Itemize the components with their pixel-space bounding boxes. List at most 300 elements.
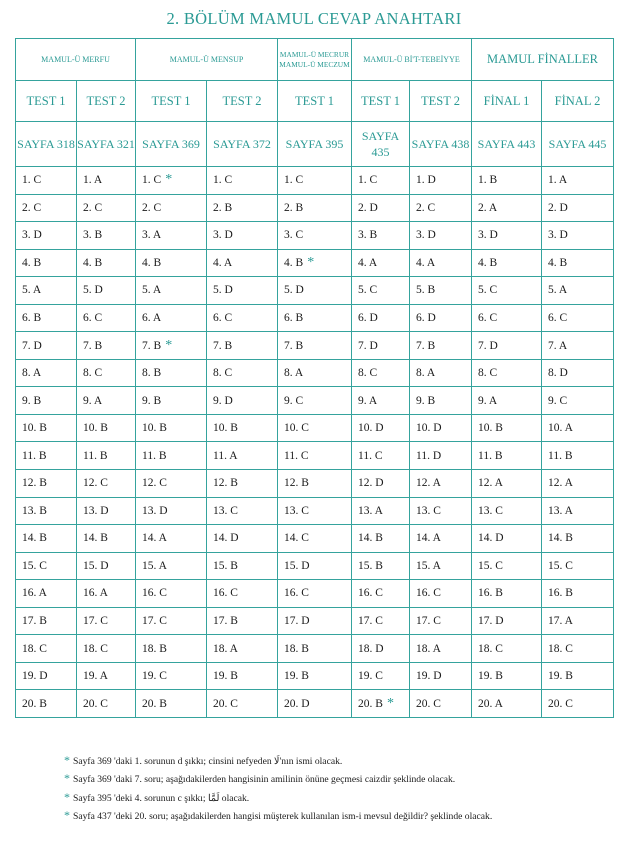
answer-cell <box>136 607 207 635</box>
page-header-cell: SAYFA 443 <box>472 122 542 167</box>
answer-text: 16. A <box>83 587 108 600</box>
answer-text: 1. B <box>478 174 498 187</box>
answer-cell <box>77 277 136 305</box>
footnote-text: Sayfa 395 'deki 4. sorunun c şıkkı; لَمَّا olacak. <box>73 792 250 804</box>
answer-text: 13. C <box>478 504 503 517</box>
answer-row <box>16 304 614 332</box>
answer-text: 5. A <box>142 284 162 297</box>
answer-text: 18. A <box>213 642 238 655</box>
answer-text: 1. C <box>213 174 233 187</box>
answer-cell <box>472 387 542 415</box>
answer-cell <box>542 470 614 498</box>
answer-text: 8. C <box>213 367 233 380</box>
answer-text: 5. D <box>83 284 103 297</box>
page-header-cell: SAYFA 318 <box>16 122 77 167</box>
answer-text: 16. B <box>548 587 573 600</box>
page-header-cell: SAYFA 369 <box>136 122 207 167</box>
answer-cell <box>278 635 352 663</box>
group-header-mensup: MAMUL-Ü MENSUP <box>136 39 278 81</box>
answer-text: 20. C <box>213 697 238 710</box>
answer-cell <box>472 332 542 360</box>
answer-cell <box>77 442 136 470</box>
answer-row <box>16 635 614 663</box>
footnote-text: Sayfa 369 'daki 1. sorunun d şıkkı; cinsini nefyeden لَا'nın ismi olacak. <box>73 756 343 767</box>
answer-cell <box>472 442 542 470</box>
answer-text: 2. D <box>358 201 378 214</box>
answer-text: 19. B <box>284 670 309 683</box>
answer-cell <box>207 690 278 718</box>
answer-text: 7. B <box>284 339 304 352</box>
answer-cell <box>352 497 410 525</box>
answer-cell <box>136 167 207 195</box>
answer-cell <box>16 222 77 250</box>
answer-cell <box>542 662 614 690</box>
footnote-star-icon: * <box>64 789 70 804</box>
answer-text: 6. C <box>548 312 568 324</box>
answer-text: 1. D <box>416 174 436 187</box>
answer-cell <box>410 635 472 663</box>
answer-text: 16. C <box>358 587 383 600</box>
answer-text: 6. C <box>478 312 498 324</box>
answer-cell <box>278 332 352 360</box>
answer-text: 6. D <box>416 312 436 324</box>
answer-cell <box>207 194 278 222</box>
answer-text: 9. D <box>213 394 233 407</box>
answer-cell <box>410 580 472 608</box>
answer-key-table <box>15 38 614 718</box>
answer-cell <box>542 607 614 635</box>
answer-cell <box>542 249 614 277</box>
answer-text: 18. C <box>548 642 573 655</box>
footnote-star-icon: * <box>64 771 70 786</box>
group-header-row <box>16 39 614 81</box>
answer-row <box>16 222 614 250</box>
answer-cell <box>410 497 472 525</box>
answer-text: 19. C <box>142 670 167 683</box>
answer-cell <box>352 580 410 608</box>
answer-text: 5. B <box>416 284 436 297</box>
answer-cell <box>77 552 136 580</box>
answer-row <box>16 359 614 387</box>
answer-cell <box>207 332 278 360</box>
answer-text: 11. C <box>284 449 309 462</box>
answer-text: 16. C <box>213 587 238 600</box>
answer-text: 12. A <box>548 477 573 490</box>
answer-cell <box>136 552 207 580</box>
answer-cell <box>542 497 614 525</box>
answer-cell <box>207 607 278 635</box>
answer-text: 20. D <box>284 697 310 710</box>
answer-text: 2. C <box>22 201 42 214</box>
answer-text: 10. C <box>284 422 309 435</box>
answer-text: 14. A <box>142 532 167 545</box>
answer-cell <box>472 690 542 718</box>
answer-text: 10. B <box>142 422 167 435</box>
answer-text: 16. B <box>478 587 503 600</box>
test-header-cell: TEST 1 <box>352 81 410 122</box>
answer-text: 2. A <box>478 201 498 214</box>
page-header-cell: SAYFA 321 <box>77 122 136 167</box>
answer-text: 7. D <box>478 339 498 352</box>
answer-text: 16. C <box>284 587 309 600</box>
answer-text: 15. A <box>416 559 441 572</box>
answer-cell <box>352 277 410 305</box>
answer-cell <box>207 552 278 580</box>
answer-cell <box>16 470 77 498</box>
answer-cell <box>410 607 472 635</box>
answer-row <box>16 249 614 277</box>
answer-cell <box>472 607 542 635</box>
answer-text: 15. C <box>478 559 503 572</box>
answer-text: 12. B <box>22 477 47 490</box>
answer-text: 11. B <box>548 449 573 462</box>
footnote-text: Sayfa 437 'deki 20. soru; aşağıdakilerden hangisi müşterek kullanılan ism-i mevsul değildir? şeklinde olacak. <box>73 810 493 822</box>
answer-cell <box>352 222 410 250</box>
answer-text: 2. C <box>83 201 103 214</box>
answer-cell <box>207 497 278 525</box>
answer-cell <box>16 359 77 387</box>
answer-text: 6. B <box>22 312 42 324</box>
answer-cell <box>16 414 77 442</box>
answer-cell <box>136 359 207 387</box>
answer-cell <box>77 580 136 608</box>
answer-cell <box>278 359 352 387</box>
answer-cell <box>207 635 278 663</box>
answer-text: 4. A <box>358 256 378 269</box>
answer-row <box>16 167 614 195</box>
answer-cell <box>77 690 136 718</box>
footnote-star-icon: * <box>64 807 70 822</box>
answer-text: 15. B <box>358 559 383 572</box>
answer-text: 19. A <box>83 670 108 683</box>
answer-cell <box>542 222 614 250</box>
answer-text: 10. D <box>358 422 384 435</box>
answer-text: 18. C <box>478 642 503 655</box>
answer-cell <box>16 304 77 332</box>
answer-text: 9. C <box>284 394 304 407</box>
answer-cell <box>16 249 77 277</box>
answer-cell <box>16 525 77 553</box>
answer-cell <box>77 194 136 222</box>
test-header-cell: TEST 1 <box>16 81 77 122</box>
answer-text: 1. A <box>548 174 568 187</box>
answer-text: 16. A <box>22 587 47 600</box>
page-header-cell: SAYFA 435 <box>352 122 410 167</box>
test-header-cell: TEST 1 <box>136 81 207 122</box>
answer-text: 6. C <box>83 312 103 324</box>
answer-text: 7. B <box>142 339 162 352</box>
answer-text: 3. D <box>548 229 568 242</box>
answer-cell <box>16 277 77 305</box>
answer-cell <box>136 690 207 718</box>
answer-cell <box>136 497 207 525</box>
answer-row <box>16 442 614 470</box>
answer-cell <box>410 359 472 387</box>
answer-cell <box>410 470 472 498</box>
answer-text: 7. B <box>416 339 436 352</box>
answer-cell <box>352 607 410 635</box>
answer-text: 11. C <box>358 449 383 462</box>
test-header-row <box>16 81 614 122</box>
page-header-cell: SAYFA 445 <box>542 122 614 167</box>
answer-cell <box>207 167 278 195</box>
answer-cell <box>352 442 410 470</box>
answer-cell <box>207 662 278 690</box>
answer-text: 9. A <box>358 394 378 407</box>
answer-cell <box>278 552 352 580</box>
answer-text: 10. A <box>548 422 573 435</box>
answer-cell <box>16 332 77 360</box>
answer-cell <box>542 332 614 360</box>
answer-row <box>16 662 614 690</box>
group-header-bittebeiyye: MAMUL-Ü Bİ'T-TEBEİYYE <box>352 39 472 81</box>
answer-text: 11. A <box>213 449 238 462</box>
answer-cell <box>77 607 136 635</box>
answer-text: 11. B <box>83 449 108 462</box>
answer-cell <box>16 497 77 525</box>
answer-text: 4. A <box>213 256 233 269</box>
answer-cell <box>16 607 77 635</box>
answer-cell <box>352 167 410 195</box>
answer-cell <box>542 635 614 663</box>
answer-cell <box>410 167 472 195</box>
answer-cell <box>16 635 77 663</box>
answer-cell <box>136 414 207 442</box>
answer-text: 13. D <box>142 504 168 517</box>
test-header-cell: TEST 2 <box>77 81 136 122</box>
answer-cell <box>136 194 207 222</box>
answer-cell <box>352 332 410 360</box>
answer-cell <box>472 497 542 525</box>
answer-cell <box>16 387 77 415</box>
answer-text: 19. D <box>416 670 442 683</box>
correction-star-icon: * <box>165 337 173 353</box>
answer-cell <box>77 359 136 387</box>
answer-cell <box>136 470 207 498</box>
answer-cell <box>278 414 352 442</box>
answer-cell <box>542 552 614 580</box>
answer-cell <box>410 690 472 718</box>
answer-text: 4. B <box>478 256 498 269</box>
answer-cell <box>16 580 77 608</box>
answer-text: 12. C <box>142 477 167 490</box>
answer-cell <box>542 359 614 387</box>
answer-cell <box>136 442 207 470</box>
answer-cell <box>542 442 614 470</box>
page-header-cell: SAYFA 438 <box>410 122 472 167</box>
answer-cell <box>136 249 207 277</box>
answer-cell <box>136 635 207 663</box>
group-header-mecrur-meczum <box>278 39 352 81</box>
answer-cell <box>136 277 207 305</box>
answer-text: 15. A <box>142 559 167 572</box>
answer-cell <box>472 304 542 332</box>
answer-cell <box>77 332 136 360</box>
answer-text: 12. C <box>83 477 108 490</box>
answer-text: 11. B <box>22 449 47 462</box>
answer-text: 19. B <box>548 670 573 683</box>
footnote <box>64 788 604 806</box>
answer-cell <box>278 387 352 415</box>
answer-text: 20. C <box>548 697 573 710</box>
answer-text: 1. C <box>358 174 378 187</box>
answer-cell <box>207 470 278 498</box>
answer-cell <box>352 690 410 718</box>
answer-row <box>16 690 614 718</box>
answer-cell <box>410 222 472 250</box>
answer-cell <box>77 497 136 525</box>
answer-text: 20. B <box>358 697 383 710</box>
correction-star-icon: * <box>386 695 394 711</box>
answer-text: 5. A <box>548 284 568 297</box>
answer-cell <box>542 580 614 608</box>
answer-text: 11. D <box>416 449 442 462</box>
answer-cell <box>410 194 472 222</box>
answer-cell <box>136 304 207 332</box>
answer-text: 18. B <box>142 642 167 655</box>
answer-row <box>16 332 614 360</box>
answer-cell <box>207 525 278 553</box>
answer-text: 12. A <box>478 477 503 490</box>
answer-text: 10. D <box>416 422 442 435</box>
answer-cell <box>410 414 472 442</box>
answer-text: 14. D <box>478 532 504 545</box>
answer-text: 19. B <box>213 670 238 683</box>
answer-text: 13. A <box>358 504 383 517</box>
answer-text: 4. B <box>142 256 162 269</box>
page-title: 2. BÖLÜM MAMUL CEVAP ANAHTARI <box>166 9 462 28</box>
answer-cell <box>136 387 207 415</box>
answer-cell <box>542 387 614 415</box>
answer-text: 14. C <box>284 532 309 545</box>
answer-text: 4. B <box>284 256 304 269</box>
answer-cell <box>77 525 136 553</box>
answer-cell <box>410 442 472 470</box>
answer-cell <box>472 552 542 580</box>
answer-text: 9. B <box>416 394 436 407</box>
answer-text: 3. C <box>284 229 304 242</box>
answer-text: 15. C <box>548 559 573 572</box>
answer-text: 17. A <box>548 615 573 628</box>
answer-text: 15. B <box>213 559 238 572</box>
answer-text: 2. D <box>548 201 568 214</box>
answer-text: 3. D <box>213 229 233 242</box>
answer-row <box>16 497 614 525</box>
footnotes <box>64 751 604 824</box>
correction-star-icon: * <box>307 254 315 270</box>
answer-text: 2. B <box>213 201 233 214</box>
answer-text: 17. C <box>416 615 441 628</box>
answer-cell <box>472 662 542 690</box>
answer-text: 14. B <box>358 532 383 545</box>
correction-star-icon: * <box>165 172 173 188</box>
answer-text: 1. C <box>284 174 304 187</box>
answer-text: 2. C <box>142 201 162 214</box>
answer-cell <box>352 359 410 387</box>
answer-cell <box>278 167 352 195</box>
answer-text: 18. B <box>284 642 309 655</box>
answer-text: 7. A <box>548 339 568 352</box>
answer-cell <box>278 690 352 718</box>
answer-text: 10. B <box>83 422 108 435</box>
answer-cell <box>16 194 77 222</box>
answer-text: 17. D <box>478 615 504 628</box>
answer-text: 12. B <box>284 477 309 490</box>
group-header-finaller: MAMUL FİNALLER <box>472 39 614 81</box>
answer-text: 18. C <box>22 642 47 655</box>
answer-cell <box>77 635 136 663</box>
answer-text: 6. C <box>213 312 233 324</box>
answer-cell <box>352 635 410 663</box>
answer-cell <box>472 580 542 608</box>
answer-cell <box>77 304 136 332</box>
answer-cell <box>77 662 136 690</box>
answer-text: 12. B <box>213 477 238 490</box>
answer-cell <box>472 359 542 387</box>
answer-cell <box>207 442 278 470</box>
answer-text: 7. B <box>213 339 233 352</box>
answer-cell <box>207 249 278 277</box>
answer-text: 18. D <box>358 642 384 655</box>
answer-text: 8. A <box>416 367 436 380</box>
answer-text: 18. A <box>416 642 441 655</box>
answer-text: 3. B <box>83 229 103 242</box>
test-header-cell: TEST 2 <box>410 81 472 122</box>
answer-text: 2. B <box>284 201 304 214</box>
answer-text: 3. D <box>416 229 436 242</box>
answer-text: 13. C <box>416 504 441 517</box>
answer-cell <box>207 304 278 332</box>
answer-cell <box>207 387 278 415</box>
answer-cell <box>77 470 136 498</box>
answer-text: 3. A <box>142 229 162 242</box>
answer-cell <box>207 222 278 250</box>
answer-text: 20. C <box>416 697 441 710</box>
answer-cell <box>472 635 542 663</box>
answer-text: 8. B <box>142 367 162 380</box>
answer-cell <box>542 277 614 305</box>
answer-row <box>16 194 614 222</box>
answer-cell <box>410 304 472 332</box>
answer-text: 15. C <box>22 559 47 572</box>
answer-cell <box>352 470 410 498</box>
answer-cell <box>542 525 614 553</box>
answer-cell <box>136 580 207 608</box>
test-header-cell: FİNAL 2 <box>542 81 614 122</box>
answer-row <box>16 552 614 580</box>
answer-text: 20. B <box>142 697 167 710</box>
answer-text: 14. B <box>83 532 108 545</box>
answer-cell <box>352 249 410 277</box>
answer-cell <box>352 387 410 415</box>
answer-text: 4. B <box>548 256 568 269</box>
answer-row <box>16 277 614 305</box>
answer-text: 3. B <box>358 229 378 242</box>
answer-cell <box>410 552 472 580</box>
answer-text: 19. C <box>358 670 383 683</box>
answer-text: 16. C <box>142 587 167 600</box>
answer-text: 17. D <box>284 615 310 628</box>
test-header-cell: TEST 1 <box>278 81 352 122</box>
answer-row <box>16 607 614 635</box>
answer-cell <box>410 277 472 305</box>
answer-text: 20. A <box>478 697 503 710</box>
answer-cell <box>207 277 278 305</box>
answer-text: 10. B <box>213 422 238 435</box>
answer-cell <box>207 580 278 608</box>
answer-text: 13. C <box>284 504 309 517</box>
footnote <box>64 769 604 787</box>
